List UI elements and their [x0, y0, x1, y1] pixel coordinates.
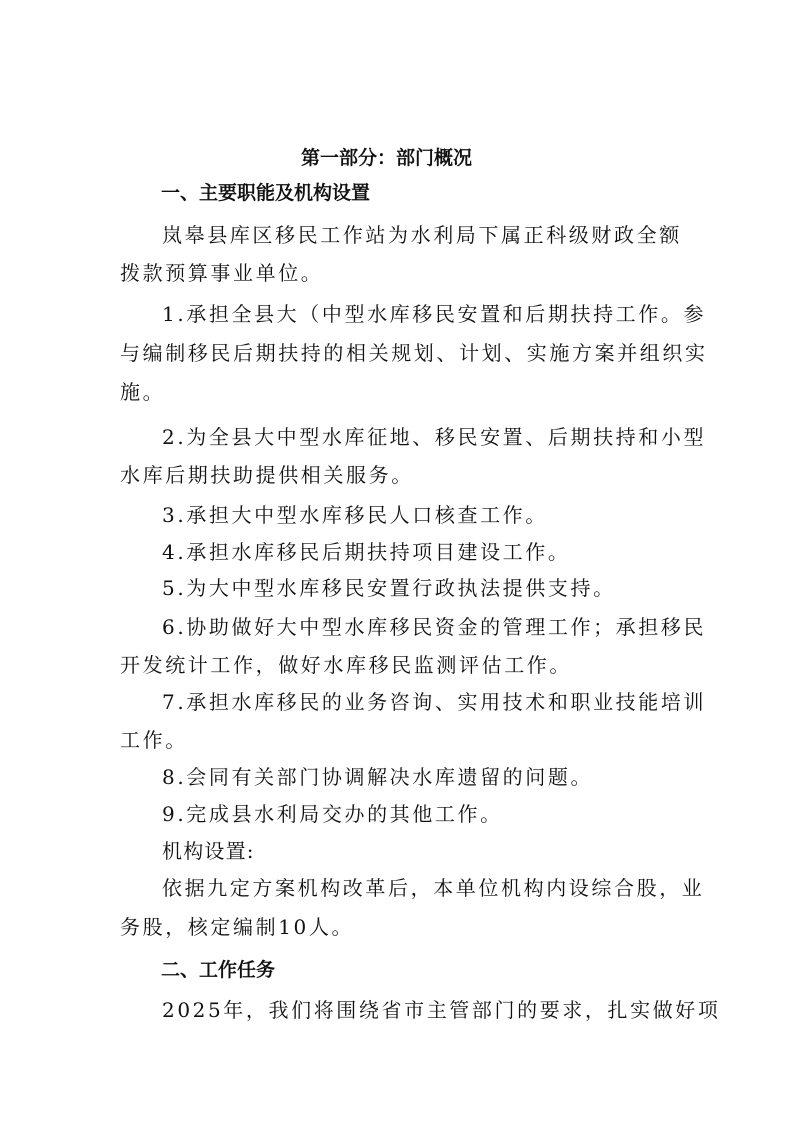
item-8: 8.会同有关部门协调解决水库遗留的问题。 — [162, 765, 594, 789]
intro-line-2: 拨款预算事业单位。 — [120, 261, 324, 285]
item-6-line-2: 开发统计工作，做好水库移民监测评估工作。 — [120, 653, 572, 677]
org-text-line-1: 依据九定方案机构改革后，本单位机构内设综合股，业 — [162, 876, 705, 900]
section1-heading: 一、主要职能及机构设置 — [161, 182, 371, 204]
item-5: 5.为大中型水库移民安置行政执法提供支持。 — [162, 576, 616, 600]
section2-text-line-1: 2025年，我们将围绕省市主管部门的要求，扎实做好项 — [162, 998, 721, 1022]
org-text-line-2: 务股，核定编制10人。 — [120, 915, 355, 939]
item-1-line-2: 与编制移民后期扶持的相关规划、计划、实施方案并组织实 — [120, 341, 708, 365]
item-1-line-3: 施。 — [120, 380, 166, 404]
item-2-line-1: 2.为全县大中型水库征地、移民安置、后期扶持和小型 — [162, 425, 707, 449]
item-2-line-2: 水库后期扶助提供相关服务。 — [120, 463, 414, 487]
intro-line-1: 岚皋县库区移民工作站为水利局下属正科级财政全额 — [162, 223, 682, 247]
item-6-line-1: 6.协助做好大中型水库移民资金的管理工作；承担移民 — [162, 615, 707, 639]
org-label: 机构设置: — [162, 839, 255, 863]
item-7-line-1: 7.承担水库移民的业务咨询、实用技术和职业技能培训 — [162, 690, 707, 714]
item-1-line-1: 1.承担全县大（中型水库移民安置和后期扶持工作。参 — [162, 302, 707, 326]
section2-heading: 二、工作任务 — [161, 959, 276, 981]
page-title: 第一部分：部门概况 — [301, 147, 473, 169]
item-7-line-2: 工作。 — [120, 728, 188, 752]
item-4: 4.承担水库移民后期扶持项目建设工作。 — [162, 540, 571, 564]
item-3: 3.承担大中型水库移民人口核查工作。 — [162, 503, 548, 527]
item-9: 9.完成县水利局交办的其他工作。 — [162, 802, 503, 826]
